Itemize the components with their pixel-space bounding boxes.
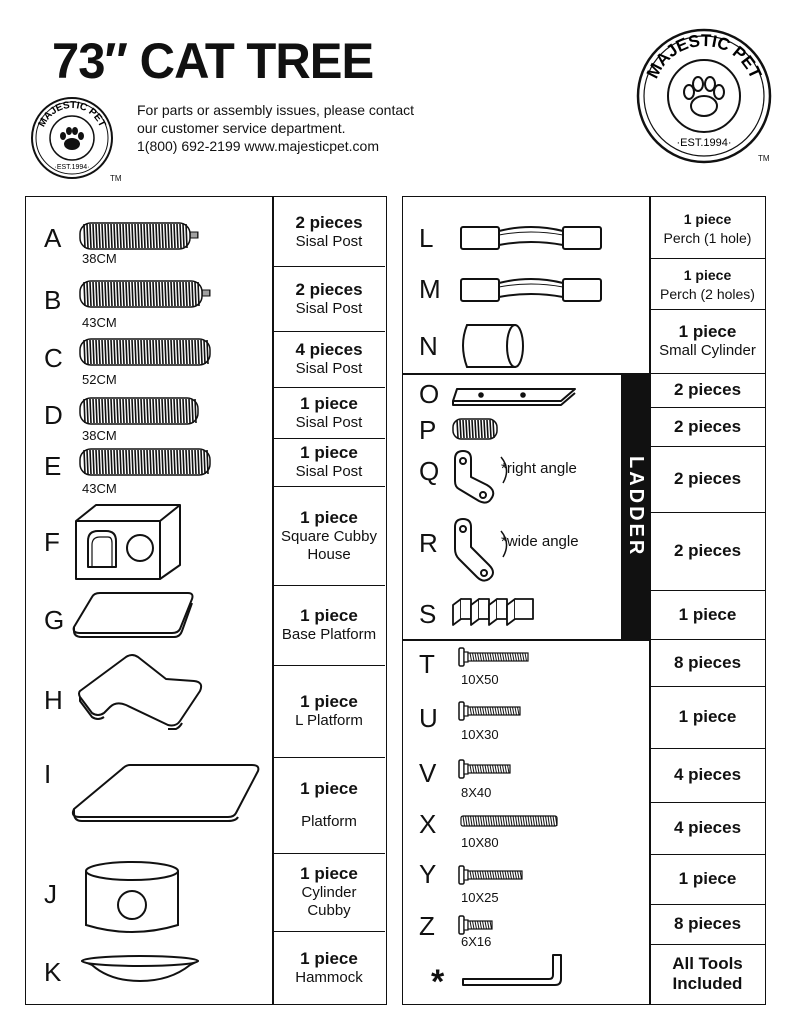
part-quantity: 4 pieces: [295, 340, 363, 359]
part-quantity: 1 piece: [678, 869, 737, 888]
part-qty-cell-z: [650, 904, 765, 945]
ladder-label-bar: [621, 374, 650, 639]
part-qty-cell-j: [273, 853, 385, 932]
part-description: L Platform: [295, 712, 363, 729]
part-description: Base Platform: [281, 626, 377, 643]
part-letter: Y: [419, 859, 437, 889]
part-description: Small Cylinder: [659, 342, 756, 359]
ladder-steps-icon: [449, 597, 537, 627]
part-letter: M: [419, 274, 441, 304]
part-quantity: 1 piece: [300, 507, 358, 527]
sisal-post-icon: [78, 396, 208, 426]
part-quantity: 2 pieces: [673, 416, 742, 436]
part-qty-cell-v: [650, 748, 765, 803]
part-letter: T: [419, 649, 435, 679]
part-letter: C: [44, 343, 63, 373]
part-qty-cell-p: [650, 407, 765, 447]
part-description: Sisal Post: [295, 299, 363, 317]
base-platform-icon: [70, 589, 198, 639]
page-title: 73″ CAT TREE: [52, 33, 374, 89]
part-dimension: 10X30: [461, 727, 499, 742]
sisal-post-icon: [78, 221, 208, 251]
svg-text:MAJESTIC PET: MAJESTIC PET: [642, 30, 766, 82]
part-quantity: 1 piece: [678, 604, 737, 624]
part-letter: H: [44, 685, 63, 715]
ladder-label: LADDER: [625, 455, 647, 558]
bolt-icon: [457, 643, 539, 671]
part-letter: Q: [419, 456, 440, 486]
part-description: Sisal Post: [295, 413, 363, 431]
platform-icon: [68, 761, 268, 831]
perch-icon: [459, 273, 605, 307]
part-dimension: 10X80: [461, 835, 499, 850]
part-qty-cell-m: [650, 258, 765, 310]
part-quantity: 1 piece: [300, 864, 358, 883]
part-quantity: 2 pieces: [295, 279, 363, 299]
contact-line-3: 1(800) 692-2199 www.majesticpet.com: [137, 138, 380, 154]
part-letter: *: [431, 963, 445, 1001]
part-quantity: 8 pieces: [673, 652, 742, 672]
part-dimension: 43CM: [82, 315, 117, 330]
part-letter: I: [44, 759, 52, 789]
part-dimension: 10X25: [461, 890, 499, 905]
part-qty-cell-f: [273, 486, 385, 586]
part-letter: A: [44, 223, 62, 253]
majestic-pet-logo-large: [636, 28, 772, 164]
part-qty-cell-n: [650, 309, 765, 374]
part-letter: O: [419, 379, 440, 409]
contact-line-2: our customer service department.: [137, 120, 346, 136]
cubby-house-icon: [74, 503, 184, 581]
part-letter: B: [44, 285, 62, 315]
part-description: Perch (1 hole): [663, 229, 752, 246]
part-quantity: 1 piece: [683, 210, 732, 227]
ladder-rail-icon: [451, 385, 581, 409]
part-qty-cell-k: [273, 931, 385, 1004]
part-letter: E: [44, 451, 62, 481]
part-qty-cell-h: [273, 665, 385, 758]
part-quantity: 1 piece: [300, 393, 358, 413]
part-description: Sisal Post: [295, 360, 363, 377]
cylinder-cubby-icon: [82, 859, 182, 939]
bolt-icon: [457, 861, 529, 889]
part-quantity: 1 piece: [300, 443, 358, 462]
part-qty-cell-a: [273, 197, 385, 267]
part-dimension: 43CM: [82, 481, 117, 496]
part-quantity: 1 piece: [678, 322, 737, 341]
part-note: *right angle: [501, 460, 577, 477]
part-qty-cell-e: [273, 438, 385, 487]
part-qty-cell-b: [273, 266, 385, 332]
part-qty-cell-s: [650, 590, 765, 640]
svg-text:·EST.1994·: ·EST.1994·: [54, 164, 90, 171]
hammock-icon: [80, 951, 200, 985]
part-qty-cell-y: [650, 854, 765, 905]
part-letter: P: [419, 415, 437, 445]
small-post-icon: [451, 417, 501, 441]
part-dimension: 8X40: [461, 785, 492, 800]
part-dimension: 10X50: [461, 672, 499, 687]
part-description: Square Cubby House: [281, 527, 377, 563]
part-dimension: 6X16: [461, 934, 492, 949]
sisal-post-icon: [78, 337, 218, 367]
bolt-icon: [457, 697, 527, 725]
part-qty-cell-g: [273, 585, 385, 666]
part-dimension: 52CM: [82, 372, 117, 387]
part-description: Platform: [301, 813, 357, 830]
part-letter: X: [419, 809, 437, 839]
part-qty-cell-tools: [650, 944, 765, 1004]
trademark-large: TM: [758, 154, 770, 163]
left-parts-panel: [25, 196, 387, 1005]
sisal-post-icon: [78, 447, 218, 477]
majestic-pet-logo-small: [30, 96, 114, 180]
part-quantity: 2 pieces: [295, 212, 363, 232]
perch-icon: [459, 221, 605, 255]
part-qty-cell-c: [273, 331, 385, 388]
part-letter: Z: [419, 911, 435, 941]
sisal-post-icon: [78, 279, 218, 309]
right-parts-panel: [402, 196, 766, 1005]
part-qty-cell-x: [650, 802, 765, 855]
bolt-icon: [457, 755, 517, 783]
wide-angle-bracket-icon: [451, 517, 501, 585]
part-description: Sisal Post: [295, 463, 363, 480]
part-note: *wide angle: [501, 533, 579, 550]
part-quantity: 1 piece: [683, 266, 732, 283]
part-qty-cell-o: [650, 373, 765, 408]
part-description: Hammock: [295, 968, 363, 986]
part-quantity: 8 pieces: [673, 914, 742, 933]
svg-text:MAJESTIC PET: MAJESTIC PET: [36, 99, 108, 129]
trademark-small: TM: [110, 174, 122, 183]
part-quantity: 1 piece: [300, 779, 358, 798]
part-quantity: 1 piece: [678, 707, 737, 726]
part-letter: J: [44, 879, 57, 909]
part-quantity: 1 piece: [300, 606, 358, 625]
part-quantity: 2 pieces: [673, 469, 742, 488]
part-qty-cell-d: [273, 387, 385, 439]
part-quantity: 1 piece: [300, 948, 358, 968]
part-description: Perch (2 holes): [660, 285, 755, 302]
part-letter: L: [419, 223, 434, 253]
part-qty-cell-u: [650, 686, 765, 749]
part-quantity: 4 pieces: [673, 765, 742, 784]
part-qty-cell-i: [273, 757, 385, 854]
part-letter: K: [44, 957, 62, 987]
part-letter: V: [419, 758, 437, 788]
part-qty-cell-l: [650, 197, 765, 259]
contact-line-1: For parts or assembly issues, please contact: [137, 102, 415, 118]
part-quantity: 1 piece: [300, 692, 358, 711]
part-dimension: 38CM: [82, 251, 117, 266]
part-letter: D: [44, 400, 63, 430]
part-letter: N: [419, 331, 438, 361]
l-platform-icon: [76, 651, 216, 731]
part-letter: G: [44, 605, 65, 635]
svg-text:·EST.1994·: ·EST.1994·: [676, 137, 732, 149]
part-quantity: 2 pieces: [673, 541, 742, 560]
part-description: Sisal Post: [295, 232, 363, 250]
part-description: Cylinder Cubby: [301, 884, 357, 919]
part-quantity: 4 pieces: [673, 818, 742, 837]
allen-wrench-icon: [461, 953, 565, 987]
part-quantity: All Tools Included: [672, 954, 743, 993]
right-angle-bracket-icon: [451, 449, 501, 505]
small-cylinder-icon: [459, 321, 529, 371]
part-quantity: 2 pieces: [673, 380, 742, 399]
part-letter: R: [419, 528, 438, 558]
part-qty-cell-t: [650, 639, 765, 687]
threaded-rod-icon: [459, 811, 563, 831]
part-qty-cell-q: [650, 446, 765, 513]
part-letter: F: [44, 527, 60, 557]
part-letter: S: [419, 599, 437, 629]
part-dimension: 38CM: [82, 428, 117, 443]
part-letter: U: [419, 703, 438, 733]
part-qty-cell-r: [650, 512, 765, 591]
